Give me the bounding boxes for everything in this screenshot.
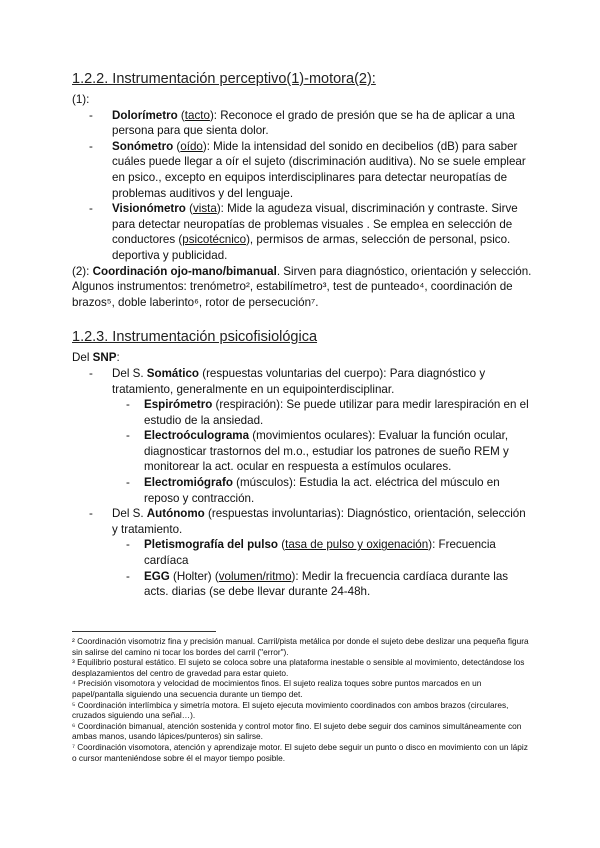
- footnote: ⁷ Coordinación visomotora, atención y aprendizaje motor. El sujeto debe seguir un punto o disco en movimiento con un lápiz o cursor manteniéndose sobre él el mayor tiempo posible.: [72, 741, 528, 763]
- list-item: - Sonómetro (oído): Mide la intensidad del sonido en decibelios (dB) para saber cuáles puede llegar a oír el sujeto (discriminación auditiva). No se suele emplear en psico., excepto en equipos interdisciplinares para detectar neuropatías de problemas auditivos y del lenguaje.: [89, 139, 526, 200]
- paragraph-2: (2): Coordinación ojo-mano/bimanual. Sirven para diagnóstico, orientación y selección. Algunos instrumentos: trenómetro², estabilímetro³, test de punteado⁴, coordinación de brazos⁵, doble laberinto⁶, rotor de persecución⁷.: [72, 264, 532, 309]
- list-item: - Pletismografía del pulso (tasa de pulso y oxigenación): Frecuencia cardíaca: [126, 538, 496, 568]
- label-1: (1):: [72, 93, 90, 106]
- sense: oído: [180, 139, 203, 153]
- footnote-separator: [72, 631, 216, 632]
- sense: tacto: [184, 108, 210, 122]
- term: Dolorímetro: [112, 108, 178, 122]
- snp-list: [72, 366, 532, 397]
- document-body: [72, 70, 532, 600]
- list-item: - Electroóculograma (movimientos oculares): Evaluar la función ocular, diagnosticar trastornos del m.o., estudiar los patrones de sueño REM y monitorear la act. ocular en respuesta a estímulos oculares.: [126, 429, 509, 474]
- sense: vista: [192, 202, 217, 216]
- list-item: - EGG (Holter) (volumen/ritmo): Medir la frecuencia cardíaca durante las acts. diarias (se debe llevar durante 24-48h.: [126, 569, 509, 599]
- list-item-autonomo: - Del S. Autónomo (respuestas involuntarias): Diagnóstico, orientación, selección y tratamiento.: [89, 507, 526, 536]
- psicotecnico-link: psicotécnico: [182, 233, 247, 247]
- term: Visionómetro: [112, 202, 186, 216]
- list-item: - Espirómetro (respiración): Se puede utilizar para medir larespiración en el estudio de la ansiedad.: [126, 398, 529, 427]
- footnotes: [72, 636, 532, 763]
- autonomo-sublist: [72, 537, 532, 599]
- footnote: ⁴ Precisión visomotora y velocidad de mocimientos finos. El sujeto realiza toques sobre puntos marcados en un papel/pantalla siguiendo una secuencia durante un tiempo det.: [72, 678, 482, 699]
- footnote: ⁶ Coordinación bimanual, atención sostenida y control motor fino. El sujeto debe seguir dos caminos simultáneamente con ambas manos, usando lápices/punteros) sin salirse.: [72, 720, 522, 742]
- perceptive-instruments-list: [72, 108, 532, 264]
- list-item: - Dolorímetro (tacto): Reconoce el grado de presión que se ha de aplicar a una persona para que sienta dolor.: [89, 108, 515, 138]
- somatico-sublist: [72, 397, 532, 506]
- footnote: ³ Equilibrio postural estático. El sujeto se coloca sobre una plataforma inestable o sensible al movimiento, detectándose los desplazamientos del centro de gravedad para estar quieto.: [72, 657, 525, 678]
- snp-label: Del SNP:: [72, 351, 120, 365]
- term: Sonómetro: [112, 139, 174, 153]
- section-heading-1-2-3: 1.2.3. Instrumentación psicofisiológica: [72, 329, 318, 346]
- list-item: - Electromiógrafo (músculos): Estudia la act. eléctrica del músculo en reposo y contracción.: [126, 476, 500, 505]
- footnote: ⁵ Coordinación interlímbica y simetría motora. El sujeto ejecuta movimiento coordinados con ambos brazos (circulares, cruzados siguiendo una señal…).: [72, 699, 509, 721]
- list-item: - Visionómetro (vista): Mide la agudeza visual, discriminación y contraste. Sirve para detectar neuropatías de problemas visuales . Se emplea en selección de conductores (psicotécnico), permisos de armas, selección de personal, psico. deportiva y publicidad.: [89, 202, 518, 262]
- section-heading-1-2-2: 1.2.2. Instrumentación perceptivo(1)-motora(2):: [72, 71, 376, 87]
- list-item-somatico: - Del S. Somático (respuestas voluntarias del cuerpo): Para diagnóstico y tratamiento, generalmente en un equipointerdisciplinar.: [89, 366, 486, 396]
- footnote: ² Coordinación visomotriz fina y precisión manual. Carril/pista metálica por donde el sujeto debe deslizar una pequeña figura sin salirse del camino ni tocar los bordes del carril ("error").: [72, 636, 529, 657]
- bold-term: Coordinación ojo-mano/bimanual: [92, 264, 277, 278]
